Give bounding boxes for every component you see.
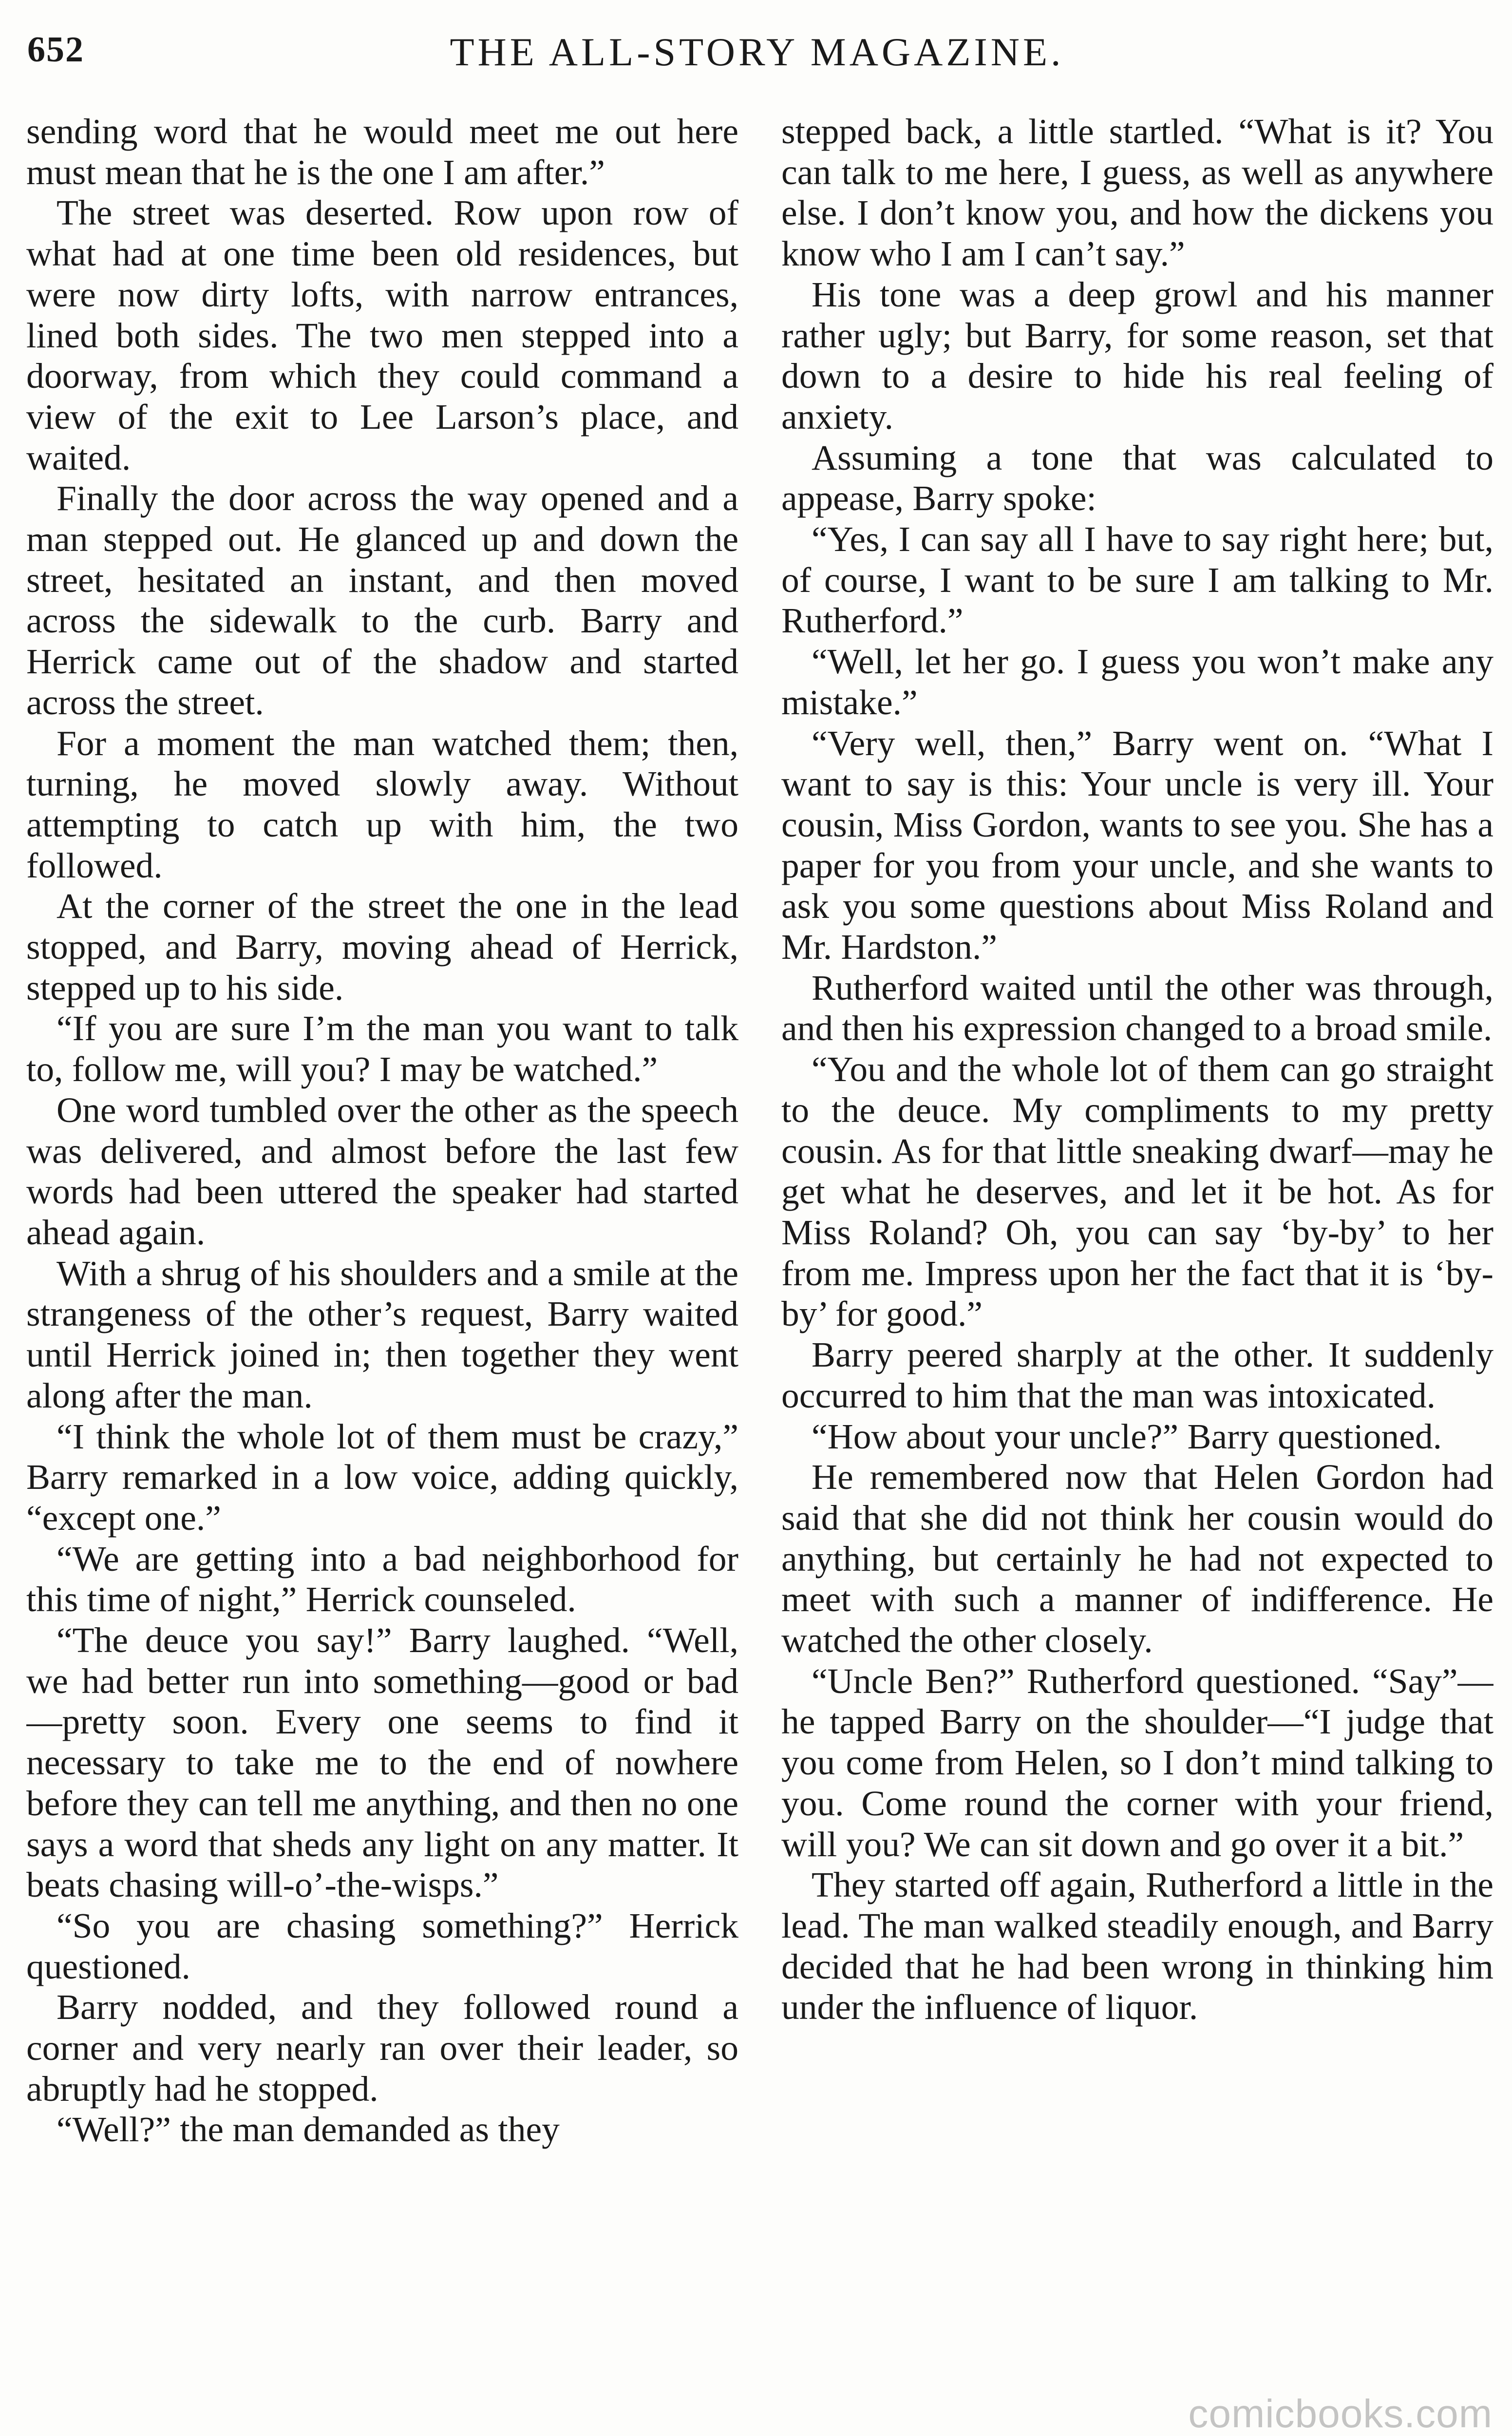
paragraph: stepped back, a little startled. “What is it? You can talk to me here, I guess, as well as anywhere else. I don’t know you, and how the dickens you know who I am I can’t say.” bbox=[781, 112, 1493, 274]
paragraph: sending word that he would meet me out here must mean that he is the one I am after.” bbox=[26, 112, 738, 192]
paragraph: Barry peered sharply at the other. It suddenly occurred to him that the man was intoxicated. bbox=[781, 1335, 1493, 1415]
page-number: 652 bbox=[27, 30, 84, 70]
paragraph: “Uncle Ben?” Rutherford questioned. “Say”—he tapped Barry on the shoulder—“I judge that you come from Helen, so I don’t mind talking to you. Come round the corner with your friend, will you? We can sit down and go over it a bit.” bbox=[781, 1661, 1493, 1864]
paragraph: They started off again, Rutherford a little in the lead. The man walked steadily enough, and Barry decided that he had been wrong in thinking him under the influence of liquor. bbox=[781, 1865, 1493, 2027]
paragraph: “If you are sure I’m the man you want to talk to, follow me, will you? I may be watched.” bbox=[26, 1009, 738, 1089]
paragraph: “You and the whole lot of them can go straight to the deuce. My compliments to my pretty cousin. As for that little sneaking dwarf—may he get what he deserves, and let it be hot. As for Miss Roland? Oh, you can say ‘by-by’ to her from me. Impress upon her the fact that it is ‘by-by’ for good.” bbox=[781, 1049, 1493, 1334]
paragraph: “Well, let her go. I guess you won’t make any mistake.” bbox=[781, 642, 1493, 722]
paragraph: Finally the door across the way opened and a man stepped out. He glanced up and down the street, hesitated an instant, and then moved across the sidewalk to the curb. Barry and Herrick came out of the shadow and started across the street. bbox=[26, 478, 738, 722]
paragraph: “We are getting into a bad neighborhood for this time of night,” Herrick counseled. bbox=[26, 1539, 738, 1619]
paragraph: Rutherford waited until the other was through, and then his expression changed to a broad smile. bbox=[781, 968, 1493, 1048]
right-column bbox=[781, 111, 1493, 2430]
running-head: THE ALL-STORY MAGAZINE. bbox=[450, 30, 1064, 74]
paragraph: The street was deserted. Row upon row of what had at one time been old residences, but were now dirty lofts, with narrow entrances, lined both sides. The two men stepped into a doorway, from which they could command a view of the exit to Lee Larson’s place, and waited. bbox=[26, 193, 738, 477]
paragraph: One word tumbled over the other as the speech was delivered, and almost before the last few words had been uttered the speaker had started ahead again. bbox=[26, 1090, 738, 1252]
paragraph: “The deuce you say!” Barry laughed. “Well, we had better run into something—good or bad—pretty soon. Every one seems to find it necessary to take me to the end of nowhere before they can tell me anything, and then no one says a word that sheds any light on any matter. It beats chasing will-o’-the-wisps.” bbox=[26, 1620, 738, 1905]
paragraph: Barry nodded, and they followed round a corner and very nearly ran over their leader, so abruptly had he stopped. bbox=[26, 1987, 738, 2109]
paragraph: His tone was a deep growl and his manner rather ugly; but Barry, for some reason, set that down to a desire to hide his real feeling of anxiety. bbox=[781, 274, 1493, 437]
paragraph: With a shrug of his shoulders and a smile at the strangeness of the other’s request, Barry waited until Herrick joined in; then together they went along after the man. bbox=[26, 1253, 738, 1415]
paragraph: “Well?” the man demanded as they bbox=[57, 2110, 560, 2150]
paragraph: For a moment the man watched them; then, turning, he moved slowly away. Without attempting to catch up with him, the two followed. bbox=[26, 723, 738, 885]
paragraph: “So you are chasing something?” Herrick questioned. bbox=[26, 1905, 738, 1986]
left-column bbox=[26, 111, 738, 2430]
paragraph: “Very well, then,” Barry went on. “What I want to say is this: Your uncle is very ill. Your cousin, Miss Gordon, wants to see you. She has a paper for you from your uncle, and she wants to ask you some questions about Miss Roland and Mr. Hardston.” bbox=[781, 723, 1493, 967]
paragraph: At the corner of the street the one in the lead stopped, and Barry, moving ahead of Herrick, stepped up to his side. bbox=[26, 886, 738, 1008]
page-header bbox=[27, 29, 1487, 83]
paragraph: “How about your uncle?” Barry questioned. bbox=[812, 1416, 1442, 1456]
paragraph: He remembered now that Helen Gordon had said that she did not think her cousin would do anything, but certainly he had not expected to meet with such a manner of indifference. He watched the other closely. bbox=[781, 1457, 1493, 1660]
paragraph: “I think the whole lot of them must be crazy,” Barry remarked in a low voice, adding quickly, “except one.” bbox=[26, 1416, 738, 1538]
paragraph: Assuming a tone that was calculated to appease, Barry spoke: bbox=[781, 438, 1493, 518]
paragraph: “Yes, I can say all I have to say right here; but, of course, I want to be sure I am talking to Mr. Rutherford.” bbox=[781, 519, 1493, 641]
watermark: comicbooks.com bbox=[1188, 2392, 1493, 2436]
